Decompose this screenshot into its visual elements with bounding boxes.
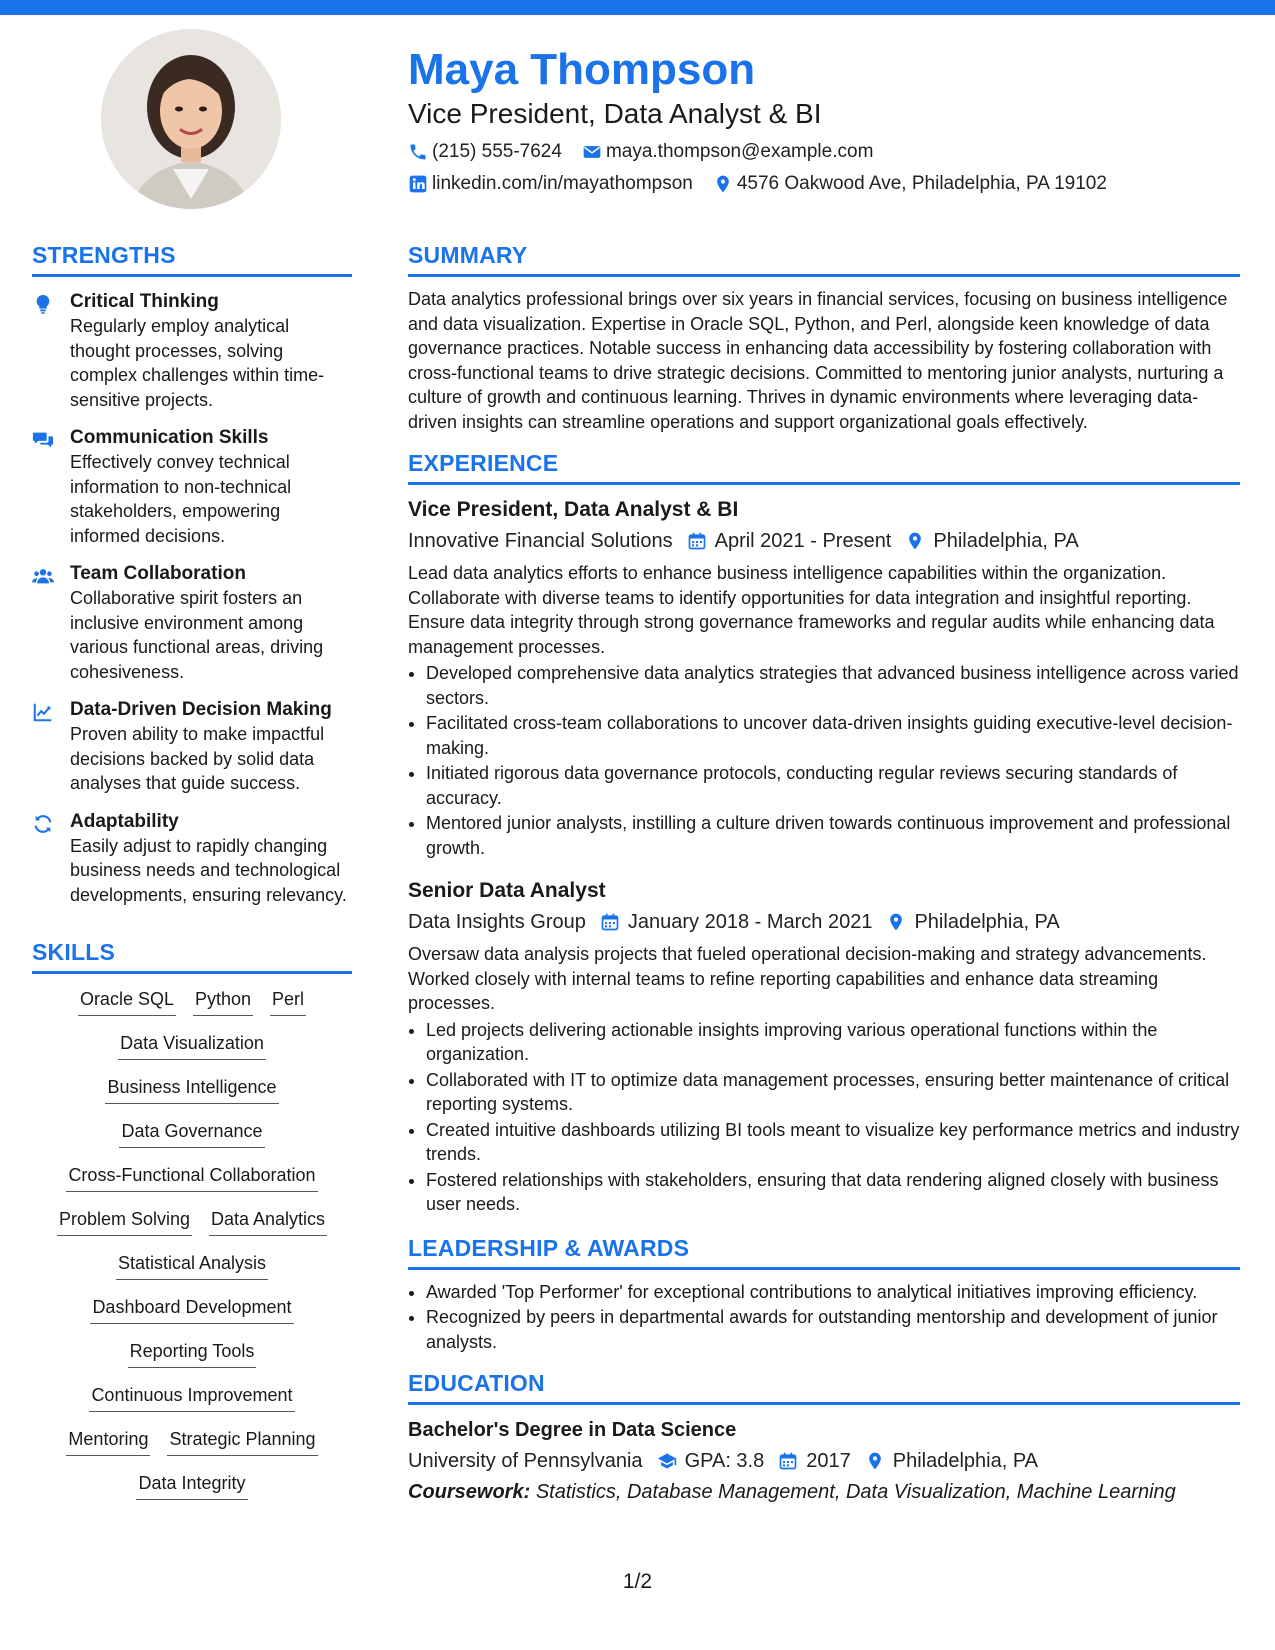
degree-title: Bachelor's Degree in Data Science: [408, 1419, 737, 1441]
education-meta: [408, 1445, 1240, 1477]
skill-tag: Oracle SQL: [78, 986, 176, 1016]
strength-item: [32, 809, 352, 908]
coursework-label: Coursework:: [408, 1481, 531, 1503]
strength-body: [70, 561, 352, 684]
strengths-list: [32, 289, 352, 907]
resume-header: [408, 40, 1228, 200]
email-contact[interactable]: [582, 136, 873, 168]
company-name: Innovative Financial Solutions: [408, 530, 673, 552]
candidate-role: Vice President, Data Analyst & BI: [408, 98, 822, 129]
job-location-text: Philadelphia, PA: [914, 911, 1060, 933]
skill-tag: Reporting Tools: [128, 1338, 257, 1368]
strength-item: [32, 289, 352, 412]
strength-item: [32, 425, 352, 548]
skill-row: [32, 1118, 352, 1148]
profile-photo: [101, 29, 281, 209]
strength-title: Critical Thinking: [70, 291, 219, 312]
job-bullet: • Collaborated with IT to optimize data management processes, ensuring better maintenance of critical reporting systems.: [426, 1068, 1240, 1117]
strength-desc: Easily adjust to rapidly changing business needs and technological developments, ensuring relevancy.: [70, 835, 347, 905]
experience-list: [408, 495, 1240, 1217]
grad-year-item: [778, 1445, 851, 1477]
skill-row: [32, 1426, 352, 1456]
skill-tag: Data Visualization: [118, 1030, 266, 1060]
map-marker-icon: [865, 1451, 885, 1471]
coursework-line: [408, 1477, 1240, 1507]
edu-location-item: [865, 1445, 1038, 1477]
job-location: [905, 525, 1078, 557]
strength-desc: Proven ability to make impactful decisions backed by solid data analyses that guide success.: [70, 724, 325, 793]
skill-tag: Statistical Analysis: [116, 1250, 268, 1280]
skill-tag: Problem Solving: [57, 1206, 192, 1236]
coursework-text: Statistics, Database Management, Data Visualization, Machine Learning: [535, 1481, 1176, 1503]
skill-tag: Data Integrity: [136, 1470, 247, 1500]
skill-tag: Dashboard Development: [90, 1294, 293, 1324]
gpa-item: [657, 1445, 765, 1477]
calendar-icon: [600, 912, 620, 932]
strength-body: [70, 809, 352, 908]
map-marker-icon: [886, 912, 906, 932]
school-name: University of Pennsylvania: [408, 1450, 643, 1472]
email-text: maya.thompson@example.com: [605, 141, 874, 162]
job-location: [886, 906, 1059, 938]
skill-row: [32, 1382, 352, 1412]
strength-body: [70, 289, 352, 412]
strength-desc: Effectively convey technical information to non-technical stakeholders, empowering informed decisions.: [70, 452, 292, 546]
job-dates: [687, 525, 892, 557]
strength-title: Data-Driven Decision Making: [70, 699, 332, 720]
strength-item: [32, 561, 352, 684]
skill-row: [32, 1470, 352, 1500]
skill-tag: Cross-Functional Collaboration: [66, 1162, 317, 1192]
strength-title: Adaptability: [70, 810, 179, 832]
map-marker-icon: [905, 531, 925, 551]
skill-row: [32, 1074, 352, 1104]
phone-icon: [408, 142, 428, 162]
skill-tag: Strategic Planning: [167, 1426, 317, 1456]
lightbulb-icon: [32, 289, 70, 412]
grad-year-text: 2017: [806, 1450, 851, 1472]
skill-tag: Mentoring: [66, 1426, 150, 1456]
job-bullet: • Developed comprehensive data analytics strategies that advanced business intelligence across varied sectors.: [426, 661, 1240, 710]
left-column: [32, 240, 352, 1514]
skill-row: [32, 1250, 352, 1280]
candidate-name: Maya Thompson: [408, 45, 756, 94]
strength-title: Communication Skills: [70, 427, 269, 448]
skill-row: [32, 1030, 352, 1060]
company-name: Data Insights Group: [408, 911, 586, 933]
gpa-text: GPA: 3.8: [684, 1450, 765, 1472]
graduation-cap-icon: [657, 1451, 677, 1471]
page-number: 1/2: [622, 1570, 653, 1593]
chart-line-icon: [32, 697, 70, 796]
calendar-icon: [687, 531, 707, 551]
strength-desc: Regularly employ analytical thought processes, solving complex challenges within time-sensitive projects.: [70, 316, 325, 410]
job-entry: [408, 876, 1240, 1217]
job-location-text: Philadelphia, PA: [933, 530, 1079, 552]
right-column: [408, 240, 1240, 1507]
strength-title: Team Collaboration: [70, 563, 246, 584]
skills-list: [32, 986, 352, 1500]
phone-text: (215) 555-7624: [432, 141, 562, 162]
map-marker-icon: [713, 174, 733, 194]
skill-row: [32, 986, 352, 1016]
skill-tag: Data Governance: [119, 1118, 264, 1148]
job-meta: [408, 906, 1240, 938]
skill-tag: Continuous Improvement: [89, 1382, 294, 1412]
contact-row-1: [408, 136, 1228, 168]
sync-icon: [32, 809, 70, 908]
job-entry: [408, 495, 1240, 860]
edu-location-text: Philadelphia, PA: [892, 1450, 1039, 1472]
job-dates-text: April 2021 - Present: [714, 530, 892, 552]
phone-contact[interactable]: [408, 136, 562, 168]
strength-desc: Collaborative spirit fosters an inclusive environment among various functional areas, driving cohesiveness.: [70, 588, 324, 682]
skill-tag: Data Analytics: [209, 1206, 327, 1236]
award-item: • Recognized by peers in departmental awards for outstanding mentorship and development of junior analysts.: [426, 1305, 1240, 1354]
address-text: 4576 Oakwood Ave, Philadelphia, PA 19102: [736, 173, 1107, 194]
awards-list: [408, 1280, 1240, 1355]
job-bullets: [408, 661, 1240, 860]
address-contact: [713, 168, 1107, 200]
contact-row-2: [408, 168, 1228, 200]
calendar-icon: [778, 1451, 798, 1471]
skills-heading: SKILLS: [32, 937, 352, 974]
awards-heading: LEADERSHIP & AWARDS: [408, 1233, 1240, 1270]
users-icon: [32, 561, 70, 684]
job-meta: [408, 525, 1240, 557]
envelope-icon: [582, 142, 602, 162]
strength-item: [32, 697, 352, 796]
job-description: Oversaw data analysis projects that fueled operational decision-making and strategy advancements. Worked closely with internal teams to refine reporting capabilities and enhance data streaming processes.: [408, 944, 1207, 1013]
skill-tag: Python: [193, 986, 253, 1016]
linkedin-text: linkedin.com/in/mayathompson: [432, 173, 693, 194]
linkedin-icon: [408, 174, 428, 194]
skill-row: [32, 1294, 352, 1324]
job-bullet: • Mentored junior analysts, instilling a culture driven towards continuous improvement and professional growth.: [426, 811, 1240, 860]
summary-text: Data analytics professional brings over six years in financial services, focusing on business intelligence and data visualization. Expertise in Oracle SQL, Python, and Perl, alongside keen knowledge of data governance practices. Notable success in enhancing data accessibility by fostering collaboration with cross-functional teams to drive strategic decisions. Committed to mentoring junior analysts, nurturing a culture of growth and continuous learning. Thrives in dynamic environments where leveraging data-driven insights can streamline operations and support organizational goals effectively.: [408, 289, 1228, 432]
summary-heading: SUMMARY: [408, 240, 1240, 277]
job-bullets: [408, 1018, 1240, 1217]
skill-row: [32, 1338, 352, 1368]
skill-row: [32, 1162, 352, 1192]
job-description: Lead data analytics efforts to enhance business intelligence capabilities within the organization. Collaborate with diverse teams to identify opportunities for data integration and insightful reporting. Ensure data integrity through strong governance frameworks and regular audits while enhancing data management processes.: [408, 563, 1215, 657]
strength-body: [70, 425, 352, 548]
experience-heading: EXPERIENCE: [408, 448, 1240, 485]
skill-row: [32, 1206, 352, 1236]
job-dates-text: January 2018 - March 2021: [627, 911, 873, 933]
job-bullet: • Fostered relationships with stakeholders, ensuring that data rendering aligned closely with business user needs.: [426, 1168, 1240, 1217]
skill-tag: Perl: [270, 986, 306, 1016]
linkedin-contact[interactable]: [408, 168, 693, 200]
job-dates: [600, 906, 873, 938]
award-item: • Awarded 'Top Performer' for exceptional contributions to analytical initiatives improving efficiency.: [426, 1280, 1240, 1305]
skill-tag: Business Intelligence: [105, 1074, 278, 1104]
strength-body: [70, 697, 352, 796]
education-heading: EDUCATION: [408, 1368, 1240, 1405]
job-bullet: • Created intuitive dashboards utilizing BI tools meant to visualize key performance metrics and industry trends.: [426, 1118, 1240, 1167]
top-accent-bar: [0, 0, 1275, 15]
strengths-heading: STRENGTHS: [32, 240, 352, 277]
job-title: Vice President, Data Analyst & BI: [408, 498, 739, 521]
job-bullet: • Initiated rigorous data governance protocols, conducting regular reviews securing standards of accuracy.: [426, 761, 1240, 810]
job-title: Senior Data Analyst: [408, 879, 606, 902]
job-bullet: • Facilitated cross-team collaborations to uncover data-driven insights guiding executive-level decision-making.: [426, 711, 1240, 760]
comments-icon: [32, 425, 70, 548]
job-bullet: • Led projects delivering actionable insights improving various operational functions within the organization.: [426, 1018, 1240, 1067]
